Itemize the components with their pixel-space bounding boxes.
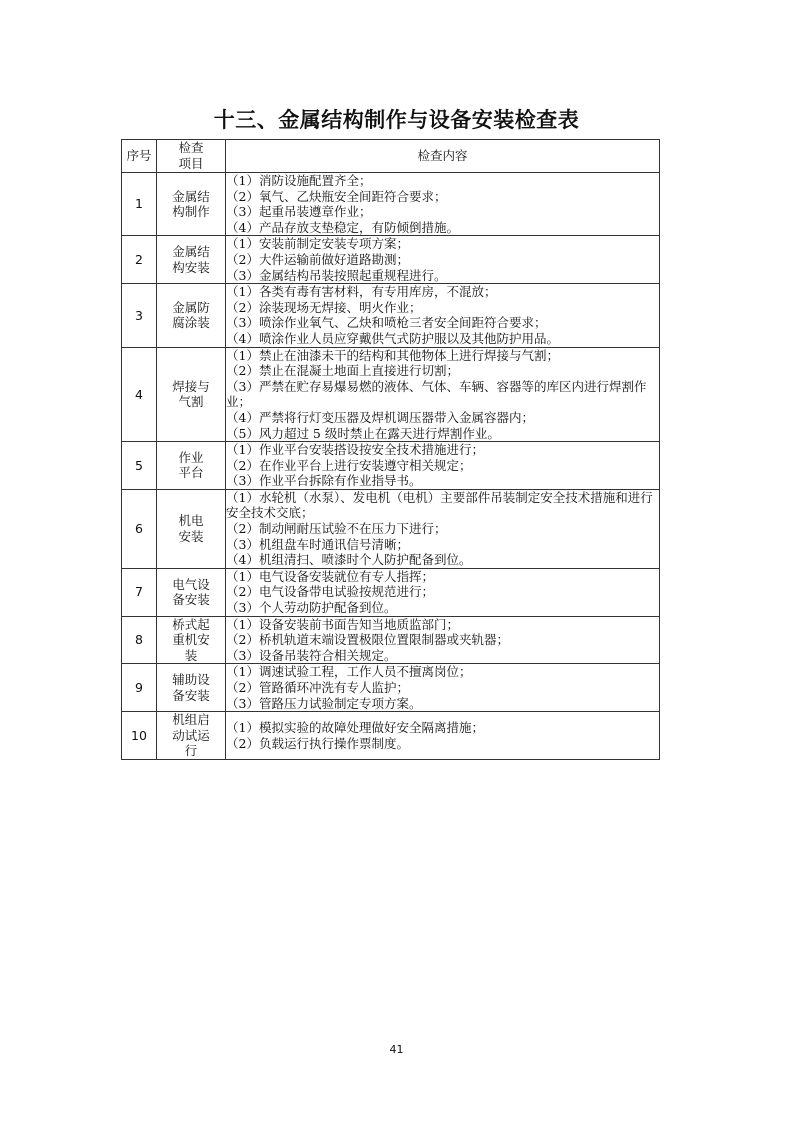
table-header-row [122,140,660,173]
table-row [122,347,660,442]
row-item-line: 电气设 [172,576,210,592]
row-content [226,664,660,712]
page-number: 41 [389,1043,404,1056]
content-line: （2）在作业平台上进行安装遵守相关规定； [226,457,472,473]
row-item-line: 构安装 [172,259,210,275]
content-line: （3）作业平台拆除有作业指导书。 [226,473,422,489]
row-content [226,284,660,347]
content-line: （2）涂装现场无焊接、明火作业； [226,299,422,315]
table-row [122,173,660,236]
table-row [122,568,660,616]
row-item-line: 动试运 [172,727,210,743]
row-item-line: 辅助设 [172,672,210,688]
row-number: 8 [122,616,157,664]
row-content [226,616,660,664]
content-line: （2）负载运行执行操作票制度。 [226,735,409,751]
row-content [226,568,660,616]
row-number: 7 [122,568,157,616]
row-item-line: 气割 [178,394,204,410]
row-content [226,712,660,760]
row-number: 6 [122,489,157,568]
row-item [157,347,226,442]
content-line: （2）桥机轨道末端设置极限位置限制器或夹轨器； [226,632,509,648]
row-number: 4 [122,347,157,442]
content-line: （1）消防设施配置齐全； [226,173,372,188]
row-item [157,284,226,347]
content-line: （1）设备安装前书面告知当地质监部门； [226,616,459,632]
header-seq: 序号 [122,140,157,173]
row-item [157,236,226,284]
page-title: 十三、金属结构制作与设备安装检查表 [213,108,580,132]
row-number: 5 [122,442,157,490]
row-item-line: 作业 [178,449,204,465]
content-line: （2）管路循环冲洗有专人监护； [226,680,409,695]
row-item [157,173,226,236]
table-body [122,173,660,760]
row-content [226,442,660,490]
row-item [157,664,226,712]
content-line: （2）氧气、乙炔瓶安全间距符合要求； [226,188,447,204]
table-row [122,489,660,568]
table-row [122,236,660,284]
table-row [122,712,660,760]
content-line: （3）严禁在贮存易爆易燃的液体、气体、车辆、容器等的库区内进行焊割作业； [226,378,647,410]
content-line: （1）安装前制定安装专项方案； [226,236,409,252]
content-line: （4）产品存放支垫稳定，有防倾倒措施。 [226,219,459,235]
header-item [157,140,226,173]
content-line: （3）设备吊装符合相关规定。 [226,647,397,663]
row-number: 10 [122,712,157,760]
row-item-line: 装 [184,647,198,663]
row-content [226,347,660,442]
content-line: （3）个人劳动防护配备到位。 [226,600,397,616]
row-item [157,616,226,664]
table-row [122,442,660,490]
row-number: 2 [122,236,157,284]
content-line: （1）模拟实验的故障处理做好安全隔离措施； [226,719,484,735]
row-content [226,489,660,568]
row-item-line: 腐涂装 [172,315,210,331]
content-line: （3）管路压力试验制定专项方案。 [226,695,422,711]
content-line: （3）起重吊装遵章作业； [226,204,372,220]
table-row [122,664,660,712]
row-content [226,236,660,284]
row-item-line: 平台 [178,465,204,481]
table-row [122,616,660,664]
content-line: （1）调速试验工程，工作人员不擅离岗位； [226,664,472,680]
row-number: 1 [122,173,157,236]
row-item-line: 备安装 [172,687,210,703]
row-number: 9 [122,664,157,712]
content-line: （1）各类有毒有害材料，有专用库房，不混放； [226,284,497,300]
row-item-line: 金属结 [172,244,210,260]
content-line: （2）大件运输前做好道路勘测； [226,251,409,267]
row-item-line: 桥式起 [172,616,210,632]
row-item-line: 金属结 [172,188,210,204]
content-line: （1）电气设备安装就位有专人指挥； [226,568,434,584]
content-line: （1）禁止在油漆未干的结构和其他物体上进行焊接与气割； [226,347,559,363]
content-line: （1）水轮机（水泵）、发电机（电机）主要部件吊装制定安全技术措施和进行安全技术交底； [226,489,653,521]
content-line: （2）电气设备带电试验按规范进行； [226,584,434,600]
row-item-line: 安装 [178,528,204,544]
row-item-line: 构制作 [172,204,210,220]
row-item-line: 机电 [178,513,204,529]
row-item [157,568,226,616]
row-content [226,173,660,236]
row-item-line: 重机安 [172,632,210,648]
header-item-line: 检查 [178,140,204,156]
content-line: （2）制动闸耐压试验不在压力下进行； [226,521,447,537]
table-row [122,284,660,347]
content-line: （4）严禁将行灯变压器及焊机调压器带入金属容器内； [226,409,534,425]
content-line: （5）风力超过 5 级时禁止在露天进行焊割作业。 [226,425,500,441]
content-line: （4）机组清扫、喷漆时个人防护配备到位。 [226,552,472,568]
row-item-line: 金属防 [172,299,210,315]
row-item-line: 机组启 [172,712,210,728]
header-content: 检查内容 [226,140,660,173]
row-item [157,712,226,760]
row-item [157,489,226,568]
content-line: （3）金属结构吊装按照起重规程进行。 [226,267,447,283]
row-item [157,442,226,490]
content-line: （3）机组盘车时通讯信号清晰； [226,536,409,552]
row-item-line: 焊接与 [172,378,210,394]
content-line: （2）禁止在混凝土地面上直接进行切割； [226,363,459,379]
content-line: （1）作业平台安装搭设按安全技术措施进行； [226,442,484,458]
content-line: （3）喷涂作业氧气、乙炔和喷枪三者安全间距符合要求； [226,315,547,331]
row-item-line: 备安装 [172,592,210,608]
inspection-table [121,139,660,760]
header-item-line: 项目 [178,156,204,171]
row-item-line: 行 [184,743,198,759]
content-line: （4）喷涂作业人员应穿戴供气式防护服以及其他防护用品。 [226,330,559,346]
row-number: 3 [122,284,157,347]
